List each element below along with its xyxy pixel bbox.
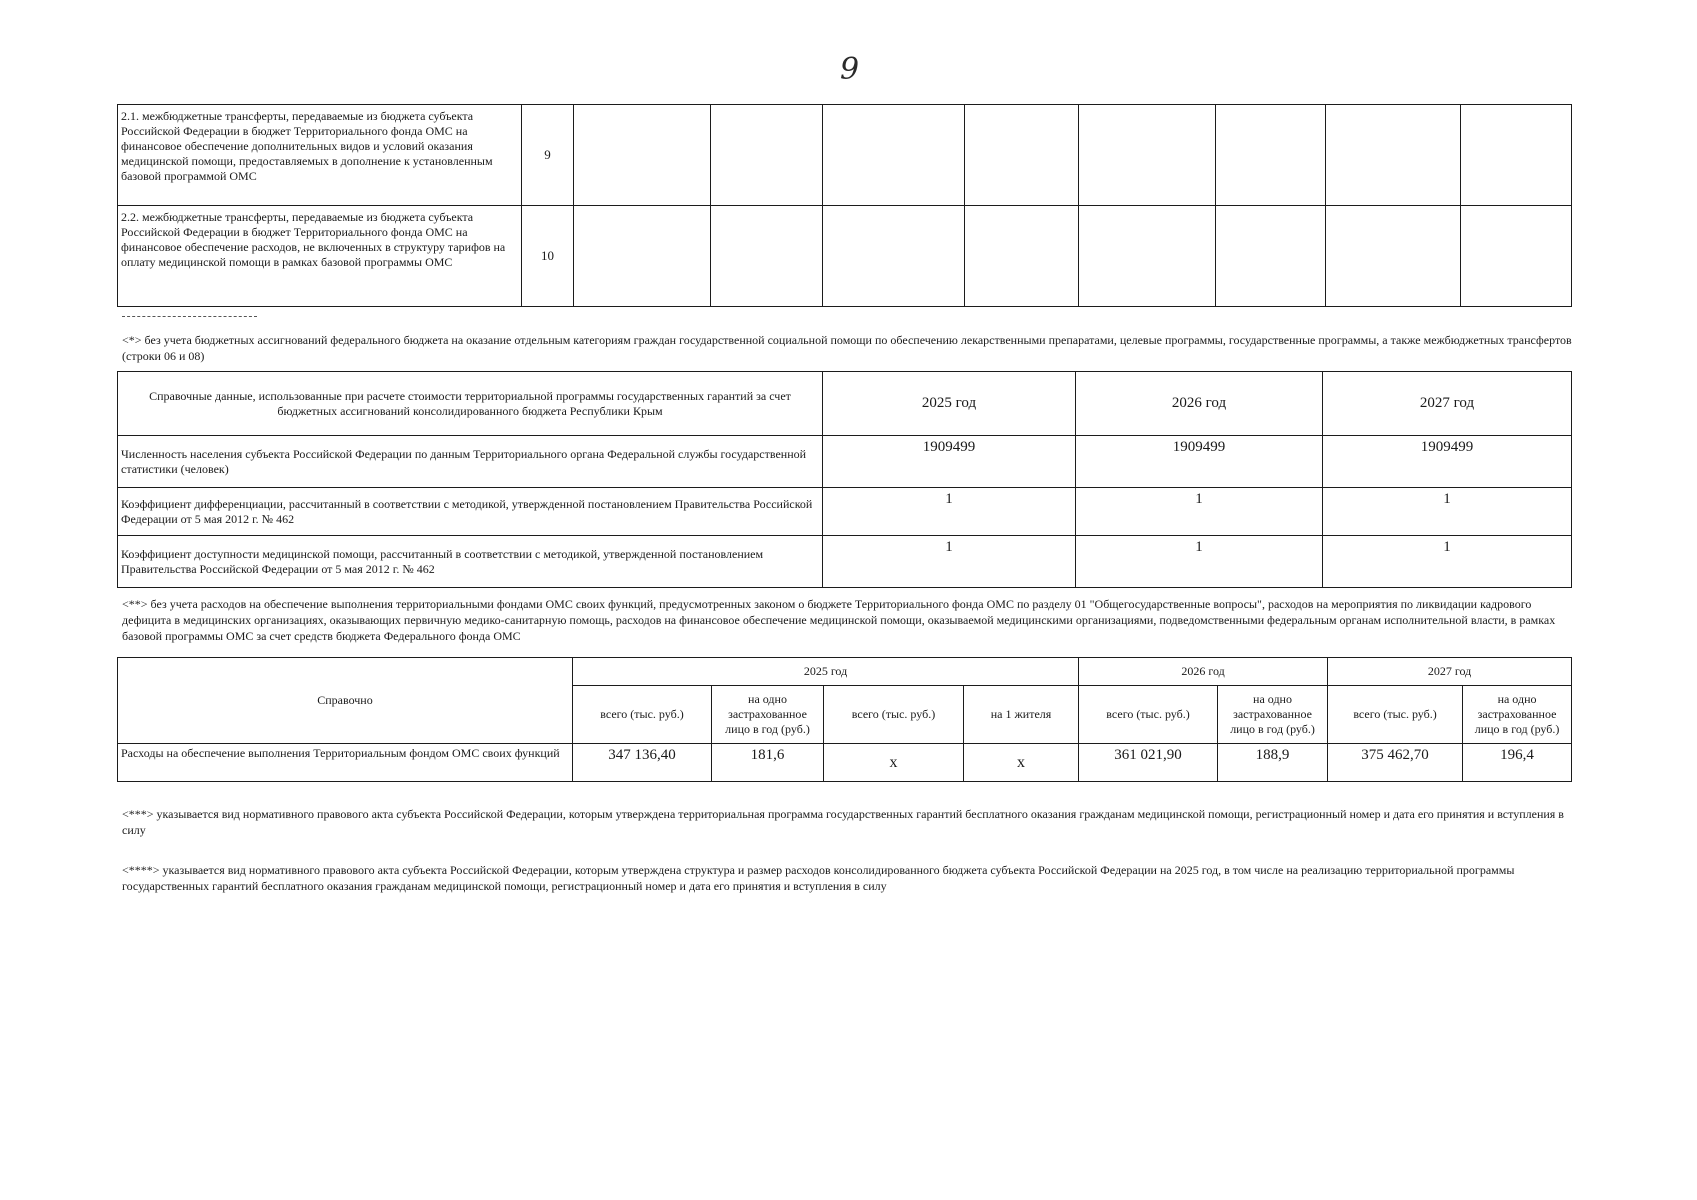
table-cell (574, 206, 711, 307)
header-label: Справочно (118, 658, 573, 744)
footnote-3: <***> указывается вид нормативного правового акта субъекта Российской Федерации, которым утверждена территориальная программа государственных гарантий бесплатного оказания гражданам медицинской помощи, регистрационный номер и дата его принятия и вступления в силу (122, 807, 1564, 837)
column-header: на одно застрахованное лицо в год (руб.) (712, 686, 824, 744)
table-cell (574, 105, 711, 206)
table-cell: 1909499 (1076, 436, 1323, 488)
table-cell (1216, 105, 1326, 206)
table-cell: x (964, 744, 1079, 782)
transfers-table (117, 104, 1572, 307)
fund-expenses-table (117, 657, 1572, 782)
table-cell (823, 105, 965, 206)
column-header: на 1 жителя (964, 686, 1079, 744)
footnote-separator (122, 316, 257, 317)
row-label: Численность населения субъекта Российской Федерации по данным Территориального органа Федеральной службы государственной статистики (человек) (118, 436, 823, 488)
footnote-1: <*> без учета бюджетных ассигнований федерального бюджета на оказание отдельным категориям граждан государственной социальной помощи по обеспечению лекарственными препаратами, целевые программы, государственные программы, а также межбюджетных трансфертов (строки 06 и 08) (122, 333, 1572, 363)
table-row (118, 744, 1572, 782)
year-header: 2025 год (823, 372, 1076, 436)
table-cell: 196,4 (1463, 744, 1572, 782)
row-label: 2.1. межбюджетные трансферты, передаваемые из бюджета субъекта Российской Федерации в бюджет Территориального фонда ОМС на финансовое обеспечение дополнительных видов и условий оказания медицинской помощи, предоставляемых в дополнение к установленным базовой программой ОМС (118, 105, 522, 206)
table-cell (1079, 206, 1216, 307)
table-cell (965, 206, 1079, 307)
column-header: всего (тыс. руб.) (1328, 686, 1463, 744)
year-header: 2025 год (573, 658, 1079, 686)
table-cell: 188,9 (1218, 744, 1328, 782)
table-cell (1461, 105, 1572, 206)
table-cell: 1 (1076, 488, 1323, 536)
column-header: на одно застрахованное лицо в год (руб.) (1218, 686, 1328, 744)
row-label: Расходы на обеспечение выполнения Территориальным фондом ОМС своих функций (118, 744, 573, 782)
table-row (118, 105, 1572, 206)
table-cell: 1 (823, 536, 1076, 588)
table-row (118, 436, 1572, 488)
year-header: 2027 год (1323, 372, 1572, 436)
row-label: Коэффициент дифференциации, рассчитанный в соответствии с методикой, утвержденной постановлением Правительства Российской Федерации от 5 мая 2012 г. № 462 (118, 488, 823, 536)
table-cell (823, 206, 965, 307)
table-cell (965, 105, 1079, 206)
table-cell: 1909499 (823, 436, 1076, 488)
table-cell (1326, 206, 1461, 307)
table-cell (1079, 105, 1216, 206)
row-number: 9 (522, 105, 574, 206)
column-header: всего (тыс. руб.) (824, 686, 964, 744)
footnote-4: <****> указывается вид нормативного правового акта субъекта Российской Федерации, которым утверждена структура и размер расходов консолидированного бюджета субъекта Российской Федерации на 2025 год, в том числе на реализацию территориальной программы государственных гарантий бесплатного оказания гражданам медицинской помощи, регистрационный номер и дата его принятия и вступления в силу (122, 863, 1515, 893)
reference-data-table (117, 371, 1572, 588)
table-header-row (118, 658, 1572, 686)
column-header: всего (тыс. руб.) (573, 686, 712, 744)
table-cell (1326, 105, 1461, 206)
column-header: всего (тыс. руб.) (1079, 686, 1218, 744)
table-cell: 1 (1323, 536, 1572, 588)
table-cell: x (824, 744, 964, 782)
table-cell: 181,6 (712, 744, 824, 782)
page-number: 9 (840, 52, 860, 87)
table-row (118, 488, 1572, 536)
year-header: 2027 год (1328, 658, 1572, 686)
table-cell: 375 462,70 (1328, 744, 1463, 782)
header-label: Справочные данные, использованные при расчете стоимости территориальной программы государственных гарантий за счет бюджетных ассигнований консолидированного бюджета Республики Крым (118, 372, 823, 436)
table-cell: 1 (823, 488, 1076, 536)
row-number: 10 (522, 206, 574, 307)
row-label: Коэффициент доступности медицинской помощи, рассчитанный в соответствии с методикой, утвержденной постановлением Правительства Российской Федерации от 5 мая 2012 г. № 462 (118, 536, 823, 588)
table-row (118, 206, 1572, 307)
table-row (118, 536, 1572, 588)
table-cell: 361 021,90 (1079, 744, 1218, 782)
row-label: 2.2. межбюджетные трансферты, передаваемые из бюджета субъекта Российской Федерации в бюджет Территориального фонда ОМС на финансовое обеспечение расходов, не включенных в структуру тарифов на оплату медицинской помощи в рамках базовой программы ОМС (118, 206, 522, 307)
table-cell: 1 (1076, 536, 1323, 588)
table-header-row (118, 372, 1572, 436)
table-cell: 347 136,40 (573, 744, 712, 782)
table-cell: 1 (1323, 488, 1572, 536)
table-cell (711, 206, 823, 307)
table-cell (1216, 206, 1326, 307)
table-cell (711, 105, 823, 206)
column-header: на одно застрахованное лицо в год (руб.) (1463, 686, 1572, 744)
year-header: 2026 год (1079, 658, 1328, 686)
year-header: 2026 год (1076, 372, 1323, 436)
footnote-2: <**> без учета расходов на обеспечение выполнения территориальными фондами ОМС своих функций, предусмотренных законом о бюджете Территориального фонда ОМС по разделу 01 "Общегосударственные вопросы", расходов на мероприятия по ликвидации кадрового дефицита в медицинских организациях, оказывающих первичную медико-санитарную помощь, расходов на финансовое обеспечение медицинской помощи, оказываемой медицинскими организациями, подведомственными федеральным органам исполнительной власти, в рамках базовой программы ОМС за счет средств бюджета Федерального фонда ОМС (122, 597, 1556, 643)
table-cell (1461, 206, 1572, 307)
table-cell: 1909499 (1323, 436, 1572, 488)
